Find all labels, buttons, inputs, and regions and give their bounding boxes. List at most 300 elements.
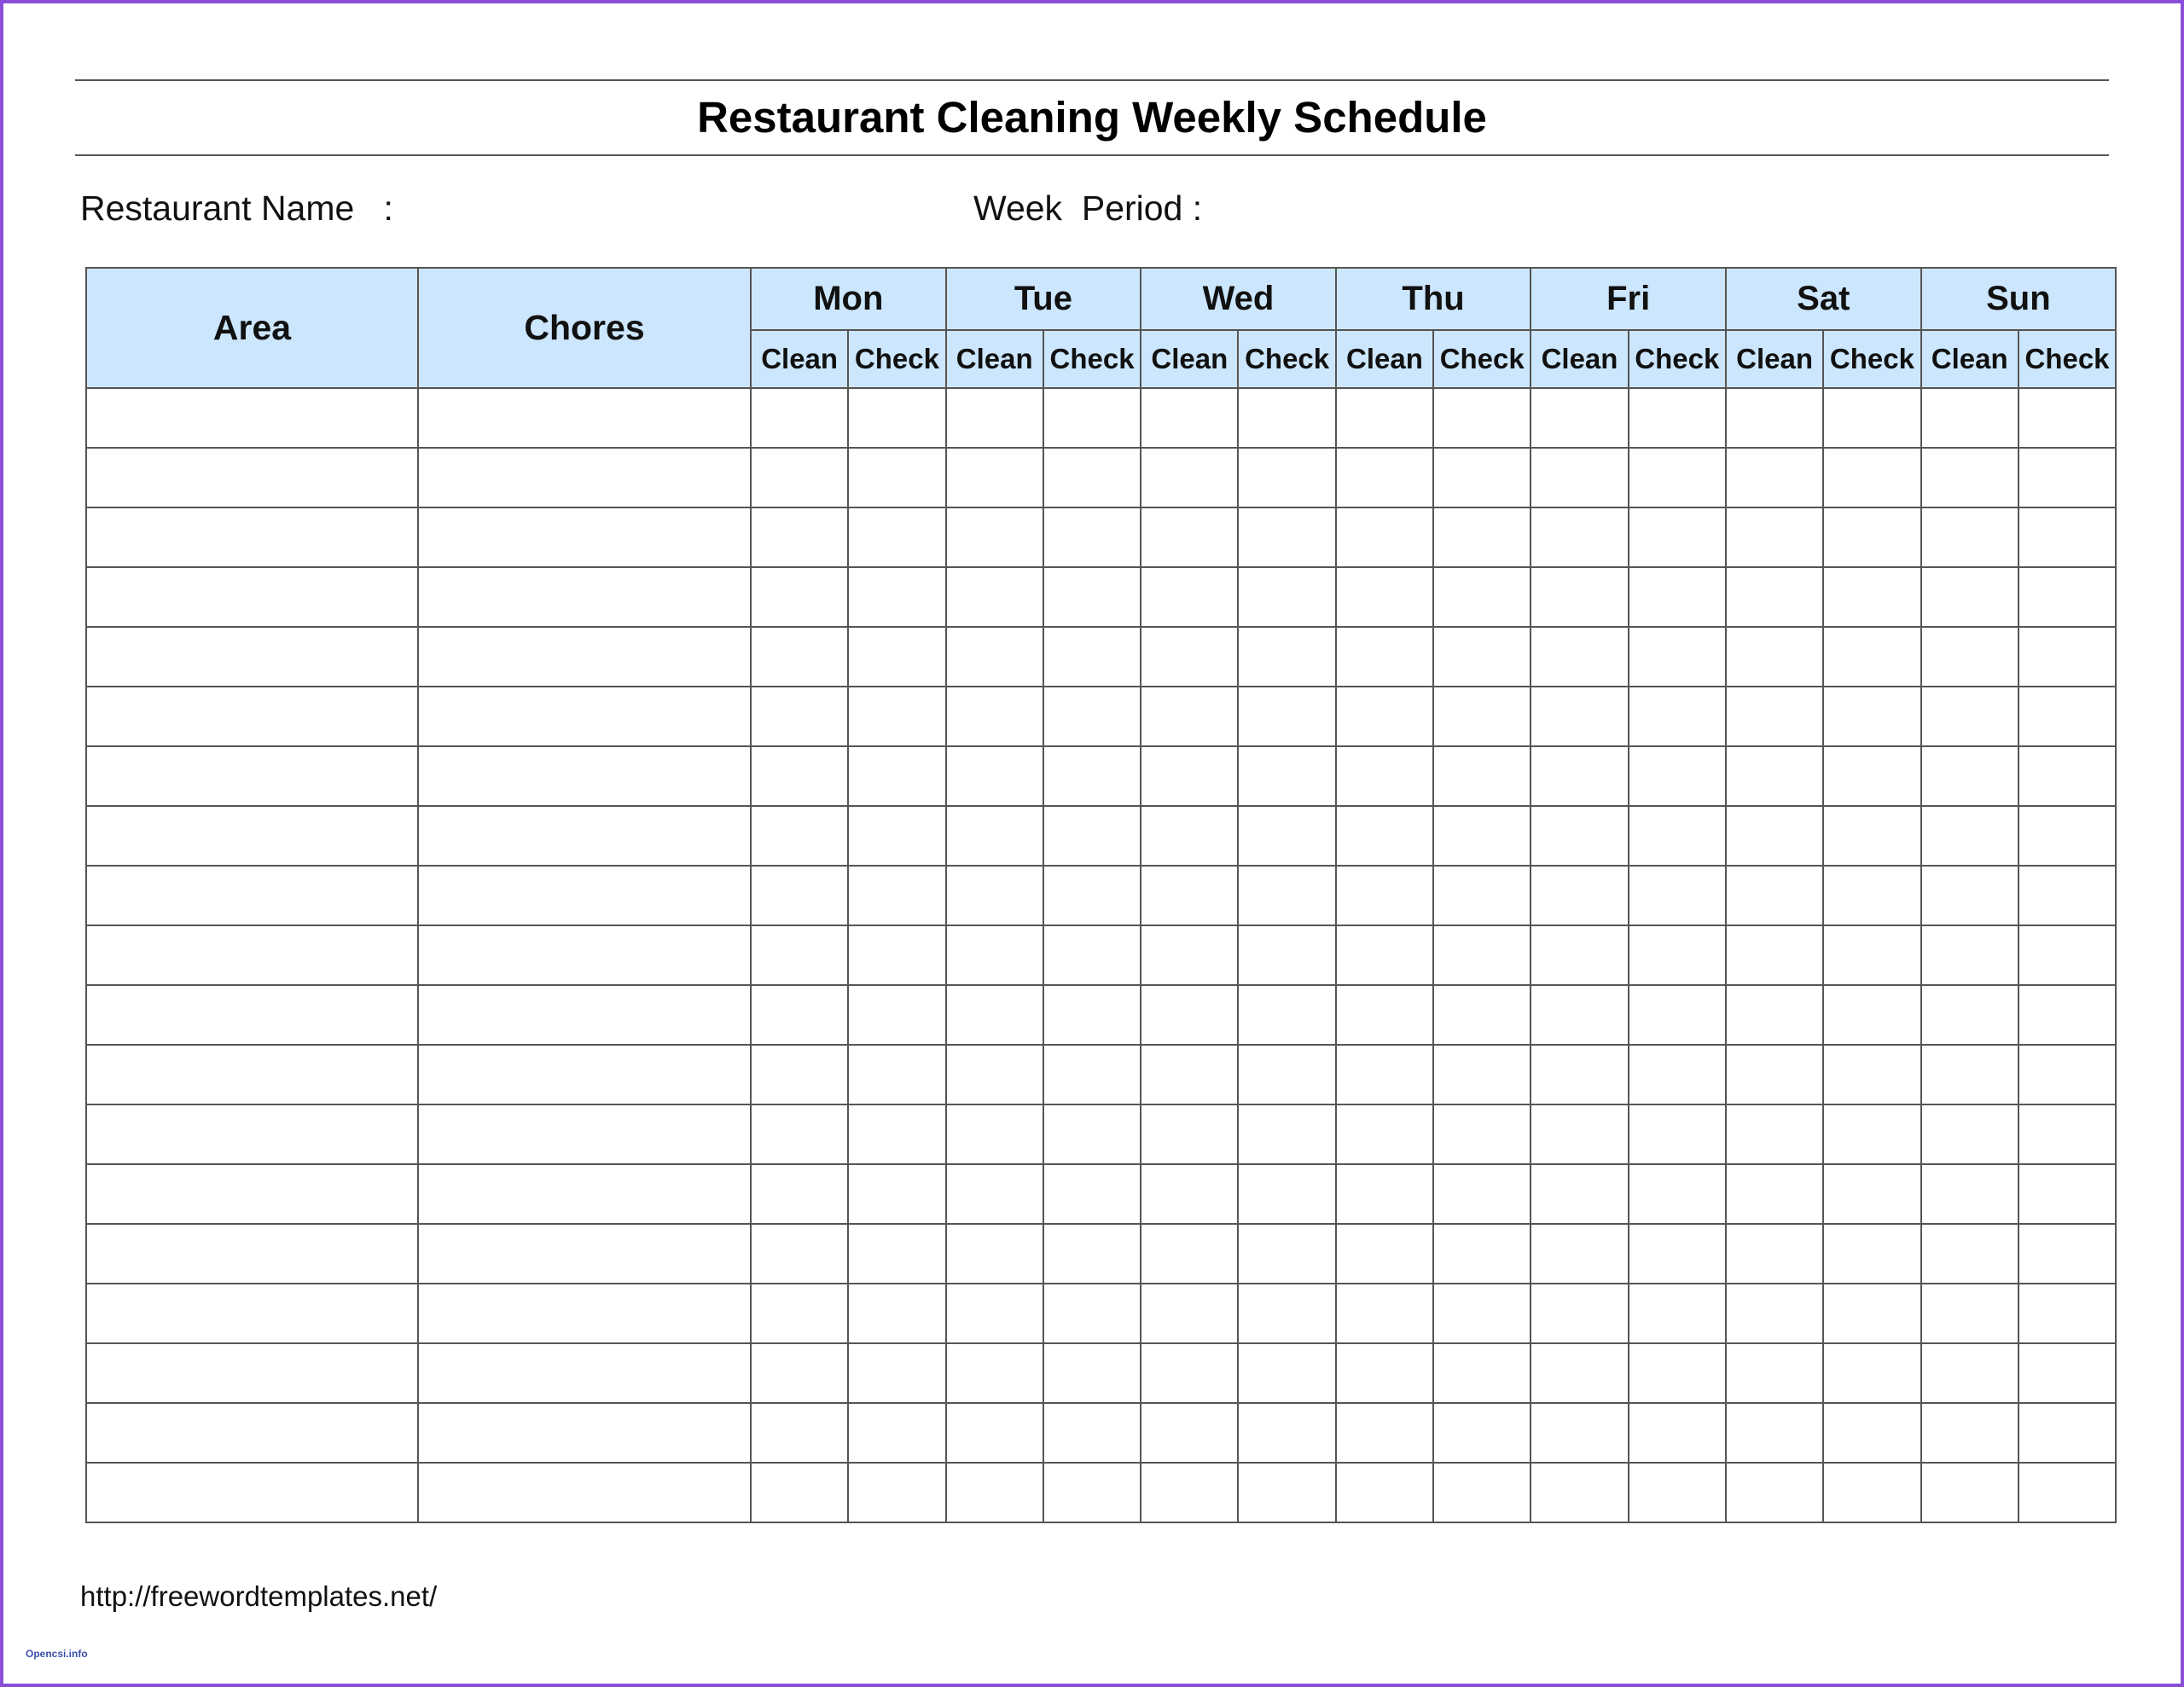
check-cell-thu[interactable] (1433, 627, 1531, 687)
check-cell-sun[interactable] (2018, 806, 2116, 866)
clean-cell-sun[interactable] (1921, 507, 2018, 567)
check-cell-sun[interactable] (2018, 1284, 2116, 1343)
clean-cell-fri[interactable] (1531, 746, 1628, 806)
check-cell-sun[interactable] (2018, 1463, 2116, 1522)
clean-cell-thu[interactable] (1336, 1284, 1433, 1343)
clean-cell-mon[interactable] (751, 806, 848, 866)
clean-cell-fri[interactable] (1531, 1164, 1628, 1224)
check-cell-mon[interactable] (848, 687, 945, 746)
chores-cell[interactable] (418, 1164, 751, 1224)
check-cell-wed[interactable] (1238, 687, 1335, 746)
check-cell-wed[interactable] (1238, 507, 1335, 567)
check-cell-sun[interactable] (2018, 1164, 2116, 1224)
check-cell-tue[interactable] (1043, 1224, 1141, 1284)
clean-cell-fri[interactable] (1531, 627, 1628, 687)
clean-cell-sun[interactable] (1921, 627, 2018, 687)
check-cell-sun[interactable] (2018, 1343, 2116, 1403)
clean-cell-wed[interactable] (1141, 507, 1238, 567)
check-cell-thu[interactable] (1433, 925, 1531, 985)
area-cell[interactable] (86, 746, 418, 806)
clean-cell-thu[interactable] (1336, 1463, 1433, 1522)
check-cell-tue[interactable] (1043, 507, 1141, 567)
check-cell-tue[interactable] (1043, 746, 1141, 806)
clean-cell-wed[interactable] (1141, 746, 1238, 806)
check-cell-wed[interactable] (1238, 448, 1335, 507)
clean-cell-fri[interactable] (1531, 1463, 1628, 1522)
check-cell-sun[interactable] (2018, 1104, 2116, 1164)
check-cell-fri[interactable] (1629, 627, 1726, 687)
clean-cell-wed[interactable] (1141, 1343, 1238, 1403)
check-cell-wed[interactable] (1238, 1104, 1335, 1164)
clean-cell-wed[interactable] (1141, 925, 1238, 985)
area-cell[interactable] (86, 1284, 418, 1343)
chores-cell[interactable] (418, 507, 751, 567)
check-cell-sat[interactable] (1823, 925, 1920, 985)
clean-cell-fri[interactable] (1531, 866, 1628, 925)
check-cell-fri[interactable] (1629, 1284, 1726, 1343)
area-cell[interactable] (86, 806, 418, 866)
clean-cell-wed[interactable] (1141, 1045, 1238, 1104)
check-cell-fri[interactable] (1629, 507, 1726, 567)
check-cell-thu[interactable] (1433, 866, 1531, 925)
clean-cell-tue[interactable] (946, 1284, 1043, 1343)
clean-cell-thu[interactable] (1336, 567, 1433, 627)
check-cell-thu[interactable] (1433, 448, 1531, 507)
clean-cell-tue[interactable] (946, 925, 1043, 985)
chores-cell[interactable] (418, 1403, 751, 1463)
check-cell-thu[interactable] (1433, 1224, 1531, 1284)
clean-cell-wed[interactable] (1141, 567, 1238, 627)
check-cell-wed[interactable] (1238, 1224, 1335, 1284)
check-cell-fri[interactable] (1629, 985, 1726, 1045)
check-cell-mon[interactable] (848, 806, 945, 866)
clean-cell-fri[interactable] (1531, 687, 1628, 746)
check-cell-sat[interactable] (1823, 687, 1920, 746)
check-cell-sat[interactable] (1823, 627, 1920, 687)
clean-cell-sat[interactable] (1726, 448, 1823, 507)
check-cell-wed[interactable] (1238, 388, 1335, 448)
clean-cell-sat[interactable] (1726, 1164, 1823, 1224)
clean-cell-tue[interactable] (946, 1463, 1043, 1522)
check-cell-tue[interactable] (1043, 1164, 1141, 1224)
clean-cell-thu[interactable] (1336, 985, 1433, 1045)
check-cell-sun[interactable] (2018, 1403, 2116, 1463)
check-cell-wed[interactable] (1238, 1403, 1335, 1463)
check-cell-mon[interactable] (848, 627, 945, 687)
check-cell-sat[interactable] (1823, 746, 1920, 806)
chores-cell[interactable] (418, 627, 751, 687)
chores-cell[interactable] (418, 388, 751, 448)
clean-cell-sun[interactable] (1921, 388, 2018, 448)
clean-cell-sat[interactable] (1726, 627, 1823, 687)
area-cell[interactable] (86, 1403, 418, 1463)
check-cell-sat[interactable] (1823, 1284, 1920, 1343)
check-cell-sun[interactable] (2018, 1224, 2116, 1284)
check-cell-thu[interactable] (1433, 507, 1531, 567)
check-cell-sun[interactable] (2018, 567, 2116, 627)
clean-cell-fri[interactable] (1531, 806, 1628, 866)
check-cell-mon[interactable] (848, 1104, 945, 1164)
check-cell-thu[interactable] (1433, 985, 1531, 1045)
check-cell-mon[interactable] (848, 448, 945, 507)
clean-cell-wed[interactable] (1141, 448, 1238, 507)
check-cell-tue[interactable] (1043, 388, 1141, 448)
check-cell-sun[interactable] (2018, 627, 2116, 687)
clean-cell-sat[interactable] (1726, 507, 1823, 567)
check-cell-tue[interactable] (1043, 925, 1141, 985)
area-cell[interactable] (86, 1224, 418, 1284)
check-cell-thu[interactable] (1433, 1284, 1531, 1343)
clean-cell-tue[interactable] (946, 507, 1043, 567)
check-cell-sun[interactable] (2018, 1045, 2116, 1104)
check-cell-thu[interactable] (1433, 746, 1531, 806)
clean-cell-tue[interactable] (946, 1164, 1043, 1224)
check-cell-tue[interactable] (1043, 1045, 1141, 1104)
check-cell-sat[interactable] (1823, 985, 1920, 1045)
clean-cell-tue[interactable] (946, 1224, 1043, 1284)
check-cell-tue[interactable] (1043, 627, 1141, 687)
clean-cell-mon[interactable] (751, 388, 848, 448)
check-cell-sun[interactable] (2018, 985, 2116, 1045)
area-cell[interactable] (86, 1104, 418, 1164)
clean-cell-thu[interactable] (1336, 388, 1433, 448)
clean-cell-sun[interactable] (1921, 985, 2018, 1045)
check-cell-sat[interactable] (1823, 567, 1920, 627)
clean-cell-thu[interactable] (1336, 448, 1433, 507)
clean-cell-tue[interactable] (946, 866, 1043, 925)
check-cell-sat[interactable] (1823, 1045, 1920, 1104)
clean-cell-wed[interactable] (1141, 1403, 1238, 1463)
check-cell-mon[interactable] (848, 1403, 945, 1463)
check-cell-wed[interactable] (1238, 1164, 1335, 1224)
clean-cell-wed[interactable] (1141, 1284, 1238, 1343)
check-cell-mon[interactable] (848, 985, 945, 1045)
check-cell-tue[interactable] (1043, 1104, 1141, 1164)
check-cell-tue[interactable] (1043, 806, 1141, 866)
clean-cell-tue[interactable] (946, 1045, 1043, 1104)
chores-cell[interactable] (418, 806, 751, 866)
check-cell-mon[interactable] (848, 1164, 945, 1224)
chores-cell[interactable] (418, 1343, 751, 1403)
clean-cell-thu[interactable] (1336, 1045, 1433, 1104)
check-cell-sat[interactable] (1823, 1104, 1920, 1164)
clean-cell-tue[interactable] (946, 567, 1043, 627)
area-cell[interactable] (86, 687, 418, 746)
clean-cell-fri[interactable] (1531, 925, 1628, 985)
clean-cell-wed[interactable] (1141, 687, 1238, 746)
clean-cell-thu[interactable] (1336, 1403, 1433, 1463)
clean-cell-sun[interactable] (1921, 1164, 2018, 1224)
chores-cell[interactable] (418, 1463, 751, 1522)
check-cell-tue[interactable] (1043, 448, 1141, 507)
check-cell-fri[interactable] (1629, 687, 1726, 746)
clean-cell-fri[interactable] (1531, 448, 1628, 507)
check-cell-sat[interactable] (1823, 388, 1920, 448)
area-cell[interactable] (86, 1045, 418, 1104)
clean-cell-tue[interactable] (946, 1403, 1043, 1463)
clean-cell-tue[interactable] (946, 1343, 1043, 1403)
clean-cell-tue[interactable] (946, 448, 1043, 507)
check-cell-wed[interactable] (1238, 1045, 1335, 1104)
check-cell-mon[interactable] (848, 1224, 945, 1284)
check-cell-sun[interactable] (2018, 866, 2116, 925)
check-cell-fri[interactable] (1629, 1224, 1726, 1284)
clean-cell-sun[interactable] (1921, 448, 2018, 507)
chores-cell[interactable] (418, 448, 751, 507)
clean-cell-tue[interactable] (946, 985, 1043, 1045)
clean-cell-sun[interactable] (1921, 1343, 2018, 1403)
clean-cell-mon[interactable] (751, 567, 848, 627)
check-cell-fri[interactable] (1629, 1104, 1726, 1164)
check-cell-mon[interactable] (848, 1284, 945, 1343)
clean-cell-mon[interactable] (751, 1284, 848, 1343)
clean-cell-tue[interactable] (946, 806, 1043, 866)
clean-cell-sat[interactable] (1726, 925, 1823, 985)
clean-cell-sun[interactable] (1921, 925, 2018, 985)
clean-cell-sun[interactable] (1921, 746, 2018, 806)
clean-cell-sat[interactable] (1726, 1343, 1823, 1403)
check-cell-tue[interactable] (1043, 866, 1141, 925)
check-cell-mon[interactable] (848, 746, 945, 806)
clean-cell-fri[interactable] (1531, 388, 1628, 448)
clean-cell-sun[interactable] (1921, 806, 2018, 866)
check-cell-sat[interactable] (1823, 507, 1920, 567)
check-cell-sat[interactable] (1823, 1224, 1920, 1284)
clean-cell-mon[interactable] (751, 1343, 848, 1403)
clean-cell-fri[interactable] (1531, 1104, 1628, 1164)
check-cell-fri[interactable] (1629, 1403, 1726, 1463)
clean-cell-fri[interactable] (1531, 1343, 1628, 1403)
clean-cell-sun[interactable] (1921, 687, 2018, 746)
check-cell-fri[interactable] (1629, 746, 1726, 806)
check-cell-tue[interactable] (1043, 1343, 1141, 1403)
check-cell-thu[interactable] (1433, 1463, 1531, 1522)
check-cell-tue[interactable] (1043, 567, 1141, 627)
check-cell-mon[interactable] (848, 1045, 945, 1104)
check-cell-wed[interactable] (1238, 1284, 1335, 1343)
clean-cell-fri[interactable] (1531, 1284, 1628, 1343)
check-cell-sat[interactable] (1823, 1463, 1920, 1522)
clean-cell-wed[interactable] (1141, 1104, 1238, 1164)
chores-cell[interactable] (418, 1284, 751, 1343)
check-cell-thu[interactable] (1433, 567, 1531, 627)
check-cell-tue[interactable] (1043, 985, 1141, 1045)
check-cell-mon[interactable] (848, 388, 945, 448)
check-cell-sun[interactable] (2018, 687, 2116, 746)
clean-cell-wed[interactable] (1141, 1463, 1238, 1522)
clean-cell-thu[interactable] (1336, 627, 1433, 687)
clean-cell-sat[interactable] (1726, 567, 1823, 627)
check-cell-fri[interactable] (1629, 866, 1726, 925)
clean-cell-mon[interactable] (751, 627, 848, 687)
check-cell-sat[interactable] (1823, 866, 1920, 925)
clean-cell-sat[interactable] (1726, 1403, 1823, 1463)
area-cell[interactable] (86, 507, 418, 567)
clean-cell-tue[interactable] (946, 627, 1043, 687)
check-cell-sat[interactable] (1823, 806, 1920, 866)
check-cell-thu[interactable] (1433, 1045, 1531, 1104)
clean-cell-mon[interactable] (751, 1224, 848, 1284)
clean-cell-tue[interactable] (946, 388, 1043, 448)
clean-cell-tue[interactable] (946, 687, 1043, 746)
chores-cell[interactable] (418, 1104, 751, 1164)
check-cell-wed[interactable] (1238, 1463, 1335, 1522)
clean-cell-mon[interactable] (751, 1403, 848, 1463)
clean-cell-thu[interactable] (1336, 746, 1433, 806)
clean-cell-sun[interactable] (1921, 1045, 2018, 1104)
check-cell-thu[interactable] (1433, 1164, 1531, 1224)
check-cell-wed[interactable] (1238, 567, 1335, 627)
clean-cell-thu[interactable] (1336, 1343, 1433, 1403)
clean-cell-sat[interactable] (1726, 1045, 1823, 1104)
chores-cell[interactable] (418, 1224, 751, 1284)
clean-cell-wed[interactable] (1141, 1224, 1238, 1284)
clean-cell-fri[interactable] (1531, 1224, 1628, 1284)
check-cell-wed[interactable] (1238, 806, 1335, 866)
check-cell-fri[interactable] (1629, 388, 1726, 448)
clean-cell-sat[interactable] (1726, 1104, 1823, 1164)
check-cell-thu[interactable] (1433, 687, 1531, 746)
clean-cell-thu[interactable] (1336, 1224, 1433, 1284)
area-cell[interactable] (86, 1463, 418, 1522)
check-cell-sat[interactable] (1823, 1403, 1920, 1463)
clean-cell-wed[interactable] (1141, 1164, 1238, 1224)
clean-cell-sat[interactable] (1726, 687, 1823, 746)
check-cell-tue[interactable] (1043, 687, 1141, 746)
check-cell-fri[interactable] (1629, 448, 1726, 507)
check-cell-wed[interactable] (1238, 985, 1335, 1045)
clean-cell-mon[interactable] (751, 1164, 848, 1224)
clean-cell-sat[interactable] (1726, 985, 1823, 1045)
check-cell-thu[interactable] (1433, 1403, 1531, 1463)
clean-cell-sun[interactable] (1921, 1104, 2018, 1164)
check-cell-fri[interactable] (1629, 1164, 1726, 1224)
check-cell-wed[interactable] (1238, 746, 1335, 806)
chores-cell[interactable] (418, 985, 751, 1045)
check-cell-sun[interactable] (2018, 746, 2116, 806)
area-cell[interactable] (86, 985, 418, 1045)
clean-cell-fri[interactable] (1531, 567, 1628, 627)
area-cell[interactable] (86, 388, 418, 448)
clean-cell-mon[interactable] (751, 1045, 848, 1104)
clean-cell-sun[interactable] (1921, 1224, 2018, 1284)
check-cell-thu[interactable] (1433, 1104, 1531, 1164)
clean-cell-mon[interactable] (751, 1104, 848, 1164)
check-cell-fri[interactable] (1629, 1045, 1726, 1104)
check-cell-fri[interactable] (1629, 1463, 1726, 1522)
clean-cell-mon[interactable] (751, 866, 848, 925)
clean-cell-sat[interactable] (1726, 1224, 1823, 1284)
clean-cell-wed[interactable] (1141, 866, 1238, 925)
clean-cell-sat[interactable] (1726, 1284, 1823, 1343)
clean-cell-thu[interactable] (1336, 1104, 1433, 1164)
chores-cell[interactable] (418, 746, 751, 806)
clean-cell-sun[interactable] (1921, 1463, 2018, 1522)
check-cell-sun[interactable] (2018, 507, 2116, 567)
check-cell-tue[interactable] (1043, 1463, 1141, 1522)
check-cell-sat[interactable] (1823, 448, 1920, 507)
check-cell-fri[interactable] (1629, 1343, 1726, 1403)
clean-cell-wed[interactable] (1141, 627, 1238, 687)
clean-cell-fri[interactable] (1531, 985, 1628, 1045)
clean-cell-fri[interactable] (1531, 1045, 1628, 1104)
clean-cell-tue[interactable] (946, 746, 1043, 806)
clean-cell-sat[interactable] (1726, 1463, 1823, 1522)
check-cell-mon[interactable] (848, 1463, 945, 1522)
clean-cell-mon[interactable] (751, 925, 848, 985)
check-cell-fri[interactable] (1629, 806, 1726, 866)
clean-cell-thu[interactable] (1336, 687, 1433, 746)
check-cell-sun[interactable] (2018, 925, 2116, 985)
clean-cell-mon[interactable] (751, 507, 848, 567)
clean-cell-fri[interactable] (1531, 507, 1628, 567)
check-cell-tue[interactable] (1043, 1403, 1141, 1463)
clean-cell-sat[interactable] (1726, 866, 1823, 925)
clean-cell-mon[interactable] (751, 985, 848, 1045)
check-cell-mon[interactable] (848, 925, 945, 985)
clean-cell-thu[interactable] (1336, 866, 1433, 925)
check-cell-sun[interactable] (2018, 448, 2116, 507)
area-cell[interactable] (86, 1164, 418, 1224)
clean-cell-thu[interactable] (1336, 806, 1433, 866)
clean-cell-tue[interactable] (946, 1104, 1043, 1164)
chores-cell[interactable] (418, 925, 751, 985)
chores-cell[interactable] (418, 866, 751, 925)
clean-cell-mon[interactable] (751, 1463, 848, 1522)
check-cell-thu[interactable] (1433, 388, 1531, 448)
check-cell-mon[interactable] (848, 507, 945, 567)
clean-cell-sun[interactable] (1921, 1284, 2018, 1343)
clean-cell-wed[interactable] (1141, 388, 1238, 448)
check-cell-wed[interactable] (1238, 627, 1335, 687)
chores-cell[interactable] (418, 567, 751, 627)
check-cell-mon[interactable] (848, 866, 945, 925)
clean-cell-thu[interactable] (1336, 507, 1433, 567)
area-cell[interactable] (86, 866, 418, 925)
area-cell[interactable] (86, 627, 418, 687)
clean-cell-mon[interactable] (751, 746, 848, 806)
check-cell-wed[interactable] (1238, 866, 1335, 925)
check-cell-wed[interactable] (1238, 925, 1335, 985)
check-cell-thu[interactable] (1433, 806, 1531, 866)
check-cell-fri[interactable] (1629, 925, 1726, 985)
clean-cell-thu[interactable] (1336, 925, 1433, 985)
clean-cell-sat[interactable] (1726, 746, 1823, 806)
clean-cell-mon[interactable] (751, 448, 848, 507)
check-cell-fri[interactable] (1629, 567, 1726, 627)
clean-cell-sun[interactable] (1921, 866, 2018, 925)
clean-cell-sun[interactable] (1921, 1403, 2018, 1463)
check-cell-sun[interactable] (2018, 388, 2116, 448)
area-cell[interactable] (86, 448, 418, 507)
clean-cell-sat[interactable] (1726, 806, 1823, 866)
check-cell-thu[interactable] (1433, 1343, 1531, 1403)
source-url-link[interactable]: http://freewordtemplates.net/ (80, 1580, 438, 1612)
area-cell[interactable] (86, 1343, 418, 1403)
clean-cell-wed[interactable] (1141, 806, 1238, 866)
chores-cell[interactable] (418, 1045, 751, 1104)
check-cell-mon[interactable] (848, 567, 945, 627)
chores-cell[interactable] (418, 687, 751, 746)
clean-cell-sun[interactable] (1921, 567, 2018, 627)
clean-cell-thu[interactable] (1336, 1164, 1433, 1224)
area-cell[interactable] (86, 567, 418, 627)
check-cell-sat[interactable] (1823, 1343, 1920, 1403)
check-cell-tue[interactable] (1043, 1284, 1141, 1343)
check-cell-mon[interactable] (848, 1343, 945, 1403)
clean-cell-sat[interactable] (1726, 388, 1823, 448)
check-cell-sat[interactable] (1823, 1164, 1920, 1224)
